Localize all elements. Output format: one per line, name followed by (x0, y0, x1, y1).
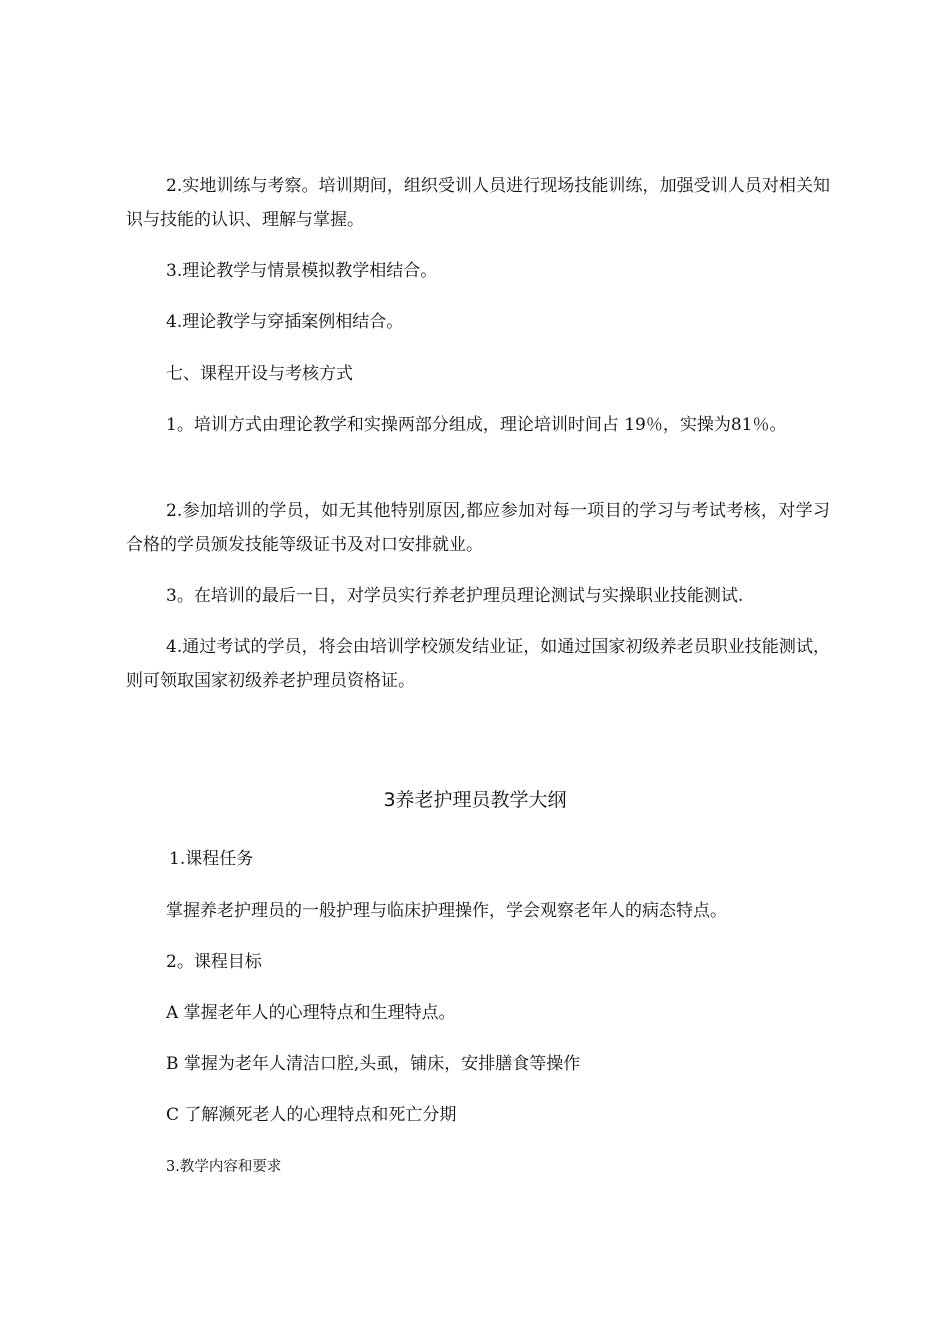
section-heading-course-assessment: 七、课程开设与考核方式 (166, 364, 353, 384)
paragraph-final-test: 3。在培训的最后一日，对学员实行养老护理员理论测试与实操职业技能测试. (166, 586, 744, 606)
goal-item-b: B 掌握为老年人清洁口腔,头虱，铺床，安排膳食等操作 (166, 1054, 581, 1074)
document-title: 3养老护理员教学大纲 (383, 789, 567, 811)
heading-course-task: 1.课程任务 (169, 849, 254, 869)
paragraph-theory-cases: 4.理论教学与穿插案例相结合。 (166, 312, 404, 332)
paragraph-training-method: 1。培训方式由理论教学和实操两部分组成，理论培训时间占 19％，实操为81％。 (166, 415, 787, 435)
paragraph-course-task: 掌握养老护理员的一般护理与临床护理操作，学会观察老年人的病态特点。 (166, 901, 727, 921)
paragraph-participation: 2.参加培训的学员，如无其他特别原因,都应参加对每一项目的学习与考试考核，对学习合格的学员颁发技能等级证书及对口安排就业。 (126, 501, 830, 555)
goal-item-c: C 了解濒死老人的心理特点和死亡分期 (166, 1105, 457, 1125)
goal-item-a: A 掌握老年人的心理特点和生理特点。 (166, 1003, 456, 1023)
heading-teaching-content: 3.教学内容和要求 (166, 1159, 282, 1175)
paragraph-certificate: 4.通过考试的学员，将会由培训学校颁发结业证，如通过国家初级养老员职业技能测试，则可领取国家初级养老护理员资格证。 (126, 637, 830, 691)
paragraph-theory-simulation: 3.理论教学与情景模拟教学相结合。 (166, 261, 438, 281)
heading-course-goal: 2。课程目标 (166, 952, 262, 972)
paragraph-field-training: 2.实地训练与考察。培训期间，组织受训人员进行现场技能训练，加强受训人员对相关知识与技能的认识、理解与掌握。 (126, 176, 830, 230)
